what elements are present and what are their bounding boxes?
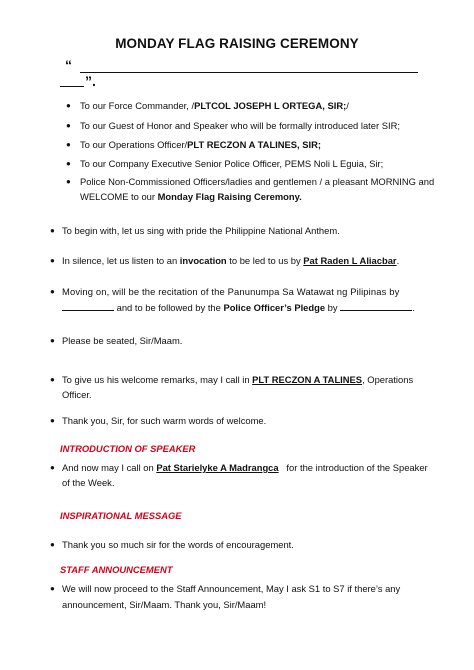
bullet-icon: ● xyxy=(66,140,71,149)
section-heading-staff-announcement: STAFF ANNOUNCEMENT xyxy=(60,564,173,575)
bullet-icon: ● xyxy=(50,226,55,235)
bullet-icon: ● xyxy=(50,256,55,265)
bullet-icon: ● xyxy=(50,416,55,425)
bullet-icon: ● xyxy=(50,287,55,296)
section-heading-introduction: INTRODUCTION OF SPEAKER xyxy=(60,443,196,454)
document-title: MONDAY FLAG RAISING CEREMONY xyxy=(115,36,359,51)
close-quote-mark: ”. xyxy=(85,73,96,89)
blank-line xyxy=(340,301,412,311)
bullet-icon: ● xyxy=(66,177,71,186)
bullet-icon: ● xyxy=(66,121,71,130)
bullet-icon: ● xyxy=(50,584,55,593)
introducer-name: Pat Starielyke A Madrangca xyxy=(156,462,279,473)
open-quote-mark: “ xyxy=(65,57,72,73)
blank-line xyxy=(62,301,114,311)
welcome-speaker-name: PLT RECZON A TALINES xyxy=(252,374,363,385)
bullet-icon: ● xyxy=(50,375,55,384)
quote-blank-line-2 xyxy=(60,86,84,87)
bullet-icon: ● xyxy=(66,159,71,168)
bullet-icon: ● xyxy=(50,336,55,345)
bullet-icon: ● xyxy=(50,540,55,549)
bullet-icon: ● xyxy=(66,101,71,110)
section-heading-inspirational: INSPIRATIONAL MESSAGE xyxy=(60,510,182,521)
invocation-leader-name: Pat Raden L Aliacbar xyxy=(303,255,397,266)
document-page: MONDAY FLAG RAISING CEREMONY “ ”. ● To our Force Commander, /PLTCOL JOSEPH L ORTEGA, SIR;/ ● To our Guest of Honor and Speaker who will be formally introduced later SIR; ● To our Operations Officer/PLT RECZON A TALINES, SIR; ● To our Company Executive Senior Police Officer, PEMS Noli L Eguia, Sir; ● Police Non-Commissioned Officers/ladies and gentlemen / a pleasant MORNING and WELCOME to our Monday Flag Raising Ceremony. ● To begin with, let us sing with pride the Philippine National Anthem. ● In silence, let us listen to an invocation to be led to us by Pat Raden L Aliacbar. ● Moving on, will be the recitation of the Panunumpa Sa Watawat ng Pilipinas by and to be followed by the Police Officer’s Pledge by . ● Please be seated, Sir/Maam. ● To give us his welcome remarks, may I call in PLT RECZON A TALINES, Operations Officer. ● Thank you, Sir, for such warm words of welcome. INTRODUCTION OF SPEAKER ● And now may I call on Pat Starielyke A Madrangca for the introduction of the Speaker of the Week. INSPIRATIONAL MESSAGE ● Thank you so much sir for the words of encouragement. STAFF ANNOUNCEMENT ● We will now proceed to the Staff Announcement, May I ask S1 to S7 if there’s any announcement, Sir/Maam. Thank you, Sir/Maam! xyxy=(0,0,474,670)
quote-blank-line-1 xyxy=(80,72,418,73)
bullet-icon: ● xyxy=(50,463,55,472)
